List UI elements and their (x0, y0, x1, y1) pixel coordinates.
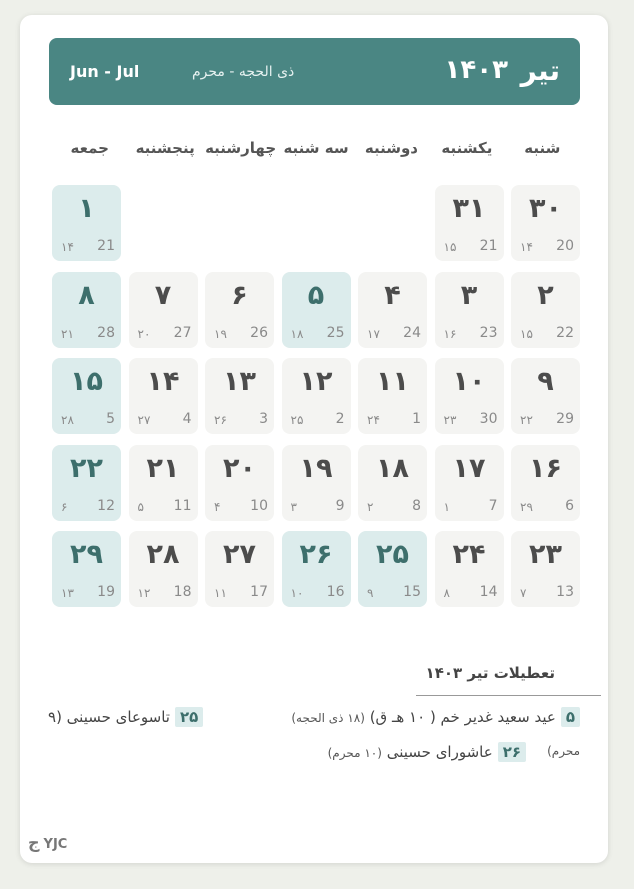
day-cell[interactable] (511, 272, 580, 348)
holiday-day-badge: ۵ (561, 707, 580, 727)
day-number-hijri: ۲۶ (214, 413, 227, 427)
day-number-persian: ۲ (537, 279, 554, 311)
day-cell[interactable] (435, 185, 504, 261)
day-number-persian: ۲۷ (223, 539, 256, 570)
holiday-item (291, 707, 580, 727)
day-cell[interactable] (129, 272, 198, 348)
day-number-gregorian: 27 (173, 324, 192, 341)
calendar-header (49, 38, 580, 105)
day-number-gregorian: 13 (556, 584, 574, 600)
holiday-name: تاسوعای حسینی (۹ (48, 708, 170, 726)
day-number-hijri: ۲۸ (61, 413, 74, 427)
weekday-label: دوشنبه (364, 139, 418, 157)
hijri-months: ذی الحجه - محرم (192, 64, 295, 80)
day-number-hijri: ۱۱ (214, 586, 227, 600)
day-number-persian: ۱۳ (223, 366, 256, 397)
day-cell[interactable] (205, 272, 274, 348)
day-number-persian: ۹ (537, 366, 554, 397)
day-number-persian: ۲۵ (376, 539, 409, 570)
day-number-gregorian: 14 (479, 584, 498, 600)
year: ۱۴۰۳ (444, 55, 508, 85)
yjc-logo-icon: ج (28, 833, 40, 852)
day-number-gregorian: 6 (565, 497, 574, 514)
day-number-hijri: ۱۴ (520, 240, 533, 254)
day-number-persian: ۲۴ (452, 539, 486, 570)
day-cell[interactable] (511, 185, 580, 261)
day-cell[interactable] (435, 531, 504, 607)
holiday-note: (۱۰ محرم) (327, 746, 382, 760)
day-number-hijri: ۱۳ (61, 586, 74, 600)
day-number-hijri: ۲۷ (137, 413, 151, 427)
holiday-note-continued: محرم) (547, 744, 580, 758)
day-number-hijri: ۱۷ (367, 326, 380, 341)
day-number-gregorian: 5 (106, 411, 115, 427)
day-number-persian: ۱۴ (146, 366, 180, 397)
day-cell[interactable] (129, 531, 198, 607)
day-number-hijri: ۲۳ (443, 413, 457, 427)
day-number-persian: ۳ (460, 279, 478, 311)
day-number-persian: ۲۹ (70, 539, 103, 570)
weekday-label: پنجشنبه (135, 139, 195, 157)
day-number-gregorian: 19 (97, 584, 115, 600)
day-cell[interactable] (129, 358, 198, 434)
day-number-gregorian: 12 (97, 497, 115, 514)
day-number-gregorian: 10 (250, 497, 268, 514)
holiday-day-badge: ۲۵ (175, 707, 203, 727)
day-number-persian: ۱۱ (376, 366, 409, 397)
day-number-gregorian: 11 (173, 497, 192, 514)
day-number-persian: ۷ (154, 279, 172, 311)
day-number-hijri: ۲۲ (520, 413, 533, 427)
day-number-hijri: ۲۰ (137, 326, 151, 341)
day-number-persian: ۱۰ (452, 366, 486, 397)
day-number-gregorian: 21 (479, 238, 498, 254)
day-number-gregorian: 18 (173, 584, 192, 600)
holiday-name: عاشورای حسینی (386, 743, 493, 761)
day-number-gregorian: 28 (97, 324, 115, 341)
day-number-persian: ۸ (78, 279, 95, 311)
yjc-logo (28, 833, 67, 852)
day-number-hijri: ۱۰ (290, 586, 304, 600)
empty-cell (129, 185, 198, 261)
day-cell[interactable] (511, 358, 580, 434)
day-number-persian: ۲۸ (146, 539, 180, 570)
day-number-gregorian: 8 (412, 497, 421, 514)
weekday-label: چهارشنبه (205, 139, 277, 157)
holidays-title: تعطیلات تیر ۱۴۰۳ (425, 664, 555, 682)
day-number-hijri: ۵ (137, 499, 144, 514)
day-number-persian: ۵ (307, 279, 325, 311)
day-number-persian: ۳۱ (452, 193, 486, 224)
weekday-label: سه شنبه (283, 139, 349, 157)
day-number-hijri: ۱۲ (137, 586, 151, 600)
day-number-gregorian: 7 (488, 497, 498, 514)
day-number-hijri: ۲۴ (367, 413, 380, 427)
holiday-note: (۱۸ ذی الحجه) (291, 711, 365, 725)
day-number-hijri: ۶ (61, 499, 68, 514)
day-number-hijri: ۱۶ (443, 326, 457, 341)
holiday-day-cell[interactable] (358, 531, 427, 607)
day-number-gregorian: 24 (403, 324, 421, 341)
day-number-gregorian: 30 (479, 411, 498, 427)
day-number-persian: ۲۱ (146, 452, 180, 484)
weekday-header (52, 139, 580, 163)
empty-cell (282, 185, 351, 261)
holiday-day-cell[interactable] (52, 445, 121, 521)
calendar-card (20, 15, 608, 863)
holiday-day-cell[interactable] (282, 272, 351, 348)
month-name: تیر (520, 54, 560, 87)
day-number-persian: ۶ (231, 279, 248, 311)
day-number-hijri: ۱۴ (61, 240, 74, 254)
day-number-hijri: ۲۹ (520, 499, 533, 514)
day-number-persian: ۲۲ (70, 452, 103, 484)
calendar-grid (52, 185, 580, 607)
day-number-hijri: ۱۵ (520, 326, 533, 341)
day-cell[interactable] (282, 358, 351, 434)
day-number-persian: ۱۹ (299, 452, 333, 484)
day-number-persian: ۱۸ (376, 452, 409, 484)
day-number-hijri: ۳ (290, 499, 297, 514)
day-number-gregorian: 25 (326, 324, 345, 341)
day-cell[interactable] (511, 445, 580, 521)
day-number-hijri: ۲ (367, 499, 374, 514)
day-number-gregorian: 2 (335, 411, 345, 427)
day-number-hijri: ۲۱ (61, 326, 74, 341)
day-cell[interactable] (358, 272, 427, 348)
day-number-hijri: ۱ (443, 499, 450, 514)
day-number-hijri: ۱۸ (290, 326, 304, 341)
holiday-name: عید سعید غدیر خم ( ۱۰ هـ ق) (369, 708, 556, 726)
day-number-gregorian: 17 (250, 584, 268, 600)
day-cell[interactable] (205, 531, 274, 607)
day-cell[interactable] (205, 445, 274, 521)
day-number-gregorian: 23 (479, 324, 498, 341)
holiday-item (48, 707, 203, 727)
day-number-gregorian: 29 (556, 411, 574, 427)
day-number-hijri: ۹ (367, 586, 374, 600)
holidays-divider (416, 695, 601, 696)
day-number-gregorian: 3 (259, 411, 268, 427)
day-cell[interactable] (358, 358, 427, 434)
day-number-gregorian: 26 (250, 324, 268, 341)
day-cell[interactable] (435, 272, 504, 348)
day-number-gregorian: 1 (412, 411, 421, 427)
day-number-hijri: ۱۹ (214, 326, 227, 341)
day-number-hijri: ۲۵ (290, 413, 304, 427)
holiday-day-cell[interactable] (52, 531, 121, 607)
day-cell[interactable] (205, 358, 274, 434)
day-number-persian: ۳۰ (529, 193, 562, 224)
gregorian-months: Jun - Jul (70, 62, 140, 81)
weekday-label: جمعه (70, 139, 109, 157)
day-number-gregorian: 20 (556, 238, 574, 254)
holiday-day-cell[interactable] (52, 185, 121, 261)
day-number-persian: ۱۲ (299, 366, 333, 397)
empty-cell (205, 185, 274, 261)
day-number-persian: ۱۷ (452, 452, 486, 484)
day-number-persian: ۱ (78, 193, 95, 224)
holiday-day-cell[interactable] (52, 358, 121, 434)
day-cell[interactable] (435, 358, 504, 434)
day-number-persian: ۱۶ (529, 452, 562, 484)
day-number-gregorian: 4 (182, 411, 192, 427)
day-cell[interactable] (129, 445, 198, 521)
logo-text: YJC (43, 837, 68, 852)
day-number-hijri: ۴ (214, 499, 221, 514)
day-number-gregorian: 21 (97, 238, 115, 254)
holiday-day-cell[interactable] (282, 531, 351, 607)
day-number-hijri: ۷ (520, 586, 527, 600)
day-number-gregorian: 15 (403, 584, 421, 600)
day-cell[interactable] (435, 445, 504, 521)
day-number-hijri: ۸ (443, 586, 450, 600)
day-number-gregorian: 16 (326, 584, 345, 600)
day-number-persian: ۲۳ (529, 539, 562, 570)
day-number-gregorian: 22 (556, 324, 574, 341)
day-cell[interactable] (282, 445, 351, 521)
empty-cell (358, 185, 427, 261)
day-number-persian: ۴ (384, 279, 401, 311)
day-number-persian: ۱۵ (70, 366, 103, 397)
holiday-day-badge: ۲۶ (498, 742, 526, 762)
weekday-label: یکشنبه (441, 139, 493, 157)
day-number-persian: ۲۰ (223, 452, 256, 484)
day-number-hijri: ۱۵ (443, 240, 457, 254)
day-number-persian: ۲۶ (299, 539, 333, 570)
day-cell[interactable] (358, 445, 427, 521)
holiday-item (328, 742, 526, 762)
day-cell[interactable] (511, 531, 580, 607)
day-number-gregorian: 9 (335, 497, 345, 514)
holiday-day-cell[interactable] (52, 272, 121, 348)
weekday-label: شنبه (524, 139, 561, 157)
